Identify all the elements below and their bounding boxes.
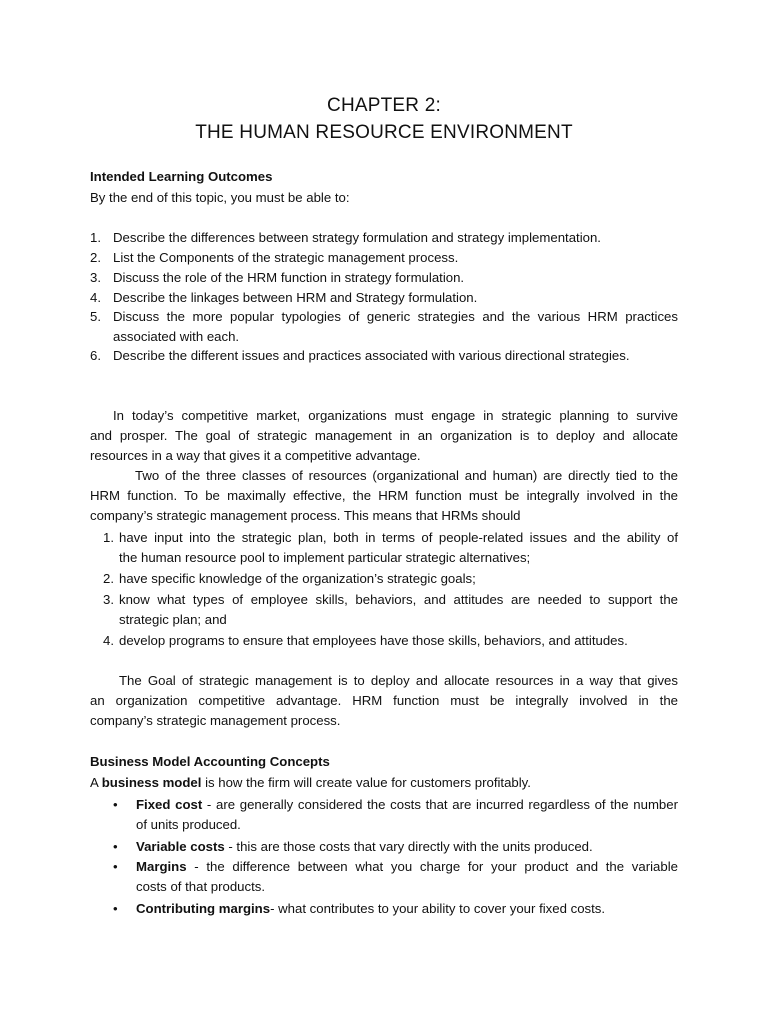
list-item-text: know what types of employee skills, behaviors, and attitudes are needed to support the	[119, 592, 678, 607]
list-item-text: strategic plan; and	[119, 612, 227, 627]
outcome-number: 4.	[90, 290, 101, 305]
intro-article: A	[90, 775, 102, 790]
concept-item	[136, 795, 678, 815]
paragraph-line: resources in a way that gives it a competitive advantage.	[90, 448, 421, 463]
outcome-text: Discuss the more popular typologies of generic strategies and the various HRM practices	[113, 309, 678, 324]
paragraph-line: Two of the three classes of resources (organizational and human) are directly tied to the	[135, 468, 678, 483]
paragraph-line: company’s strategic management process. This means that HRMs should	[90, 508, 521, 523]
list-number: 3.	[103, 592, 114, 607]
outcome-number: 3.	[90, 270, 101, 285]
outcome-number: 5.	[90, 309, 101, 324]
concept-definition: - what contributes to your ability to cover your fixed costs.	[270, 901, 606, 916]
outcomes-heading: Intended Learning Outcomes	[90, 169, 273, 184]
list-number: 2.	[103, 571, 114, 586]
paragraph-line: company’s strategic management process.	[90, 713, 341, 728]
paragraph-line: and prosper. The goal of strategic management in an organization is to deploy and allocate	[90, 428, 678, 443]
concept-definition-continued: of units produced.	[136, 817, 241, 832]
concept-item	[136, 857, 678, 877]
paragraph-line: an organization competitive advantage. HRM function must be integrally involved in the	[90, 693, 678, 708]
concept-item	[136, 837, 593, 857]
concept-item	[136, 899, 605, 919]
concept-term: Margins	[136, 859, 187, 874]
bullet-icon: •	[113, 901, 118, 916]
concept-definition: - this are those costs that vary directly with the units produced.	[224, 839, 593, 854]
paragraph-line: HRM function. To be maximally effective, the HRM function must be integrally involved in the	[90, 488, 678, 503]
list-item-text: develop programs to ensure that employees have those skills, behaviors, and attitudes.	[119, 633, 628, 648]
outcome-text: Discuss the role of the HRM function in strategy formulation.	[113, 270, 465, 285]
outcome-text-continued: associated with each.	[113, 329, 240, 344]
outcome-number: 6.	[90, 348, 101, 363]
concept-definition: - the difference between what you charge for your product and the variable	[186, 859, 678, 874]
concept-definition-continued: costs of that products.	[136, 879, 266, 894]
concept-term: Fixed cost	[136, 797, 203, 812]
paragraph-line: The Goal of strategic management is to deploy and allocate resources in a way that gives	[119, 673, 678, 688]
concept-definition: - are generally considered the costs that are incurred regardless of the number	[202, 797, 678, 812]
outcome-number: 1.	[90, 230, 101, 245]
outcome-text: Describe the differences between strategy formulation and strategy implementation.	[113, 230, 601, 245]
outcome-text: Describe the different issues and practices associated with various directional strategies.	[113, 348, 630, 363]
list-number: 1.	[103, 530, 114, 545]
list-item-text: have specific knowledge of the organization’s strategic goals;	[119, 571, 476, 586]
business-heading: Business Model Accounting Concepts	[90, 754, 330, 769]
chapter-number: CHAPTER 2:	[327, 95, 441, 116]
outcome-text: List the Components of the strategic management process.	[113, 250, 459, 265]
business-model-term: business model	[101, 775, 202, 790]
outcome-text: Describe the linkages between HRM and Strategy formulation.	[113, 290, 478, 305]
intro-text: is how the firm will create value for customers profitably.	[201, 775, 531, 790]
bullet-icon: •	[113, 797, 118, 812]
paragraph-line: In today’s competitive market, organizations must engage in strategic planning to survive	[113, 408, 678, 423]
concept-term: Variable costs	[136, 839, 225, 854]
list-item-text: the human resource pool to implement particular strategic alternatives;	[119, 550, 531, 565]
bullet-icon: •	[113, 859, 118, 874]
concept-term: Contributing margins	[136, 901, 271, 916]
bullet-icon: •	[113, 839, 118, 854]
list-item-text: have input into the strategic plan, both in terms of people-related issues and the ability of	[119, 530, 678, 545]
chapter-title: THE HUMAN RESOURCE ENVIRONMENT	[195, 122, 573, 143]
business-intro	[90, 773, 531, 793]
list-number: 4.	[103, 633, 114, 648]
outcome-number: 2.	[90, 250, 101, 265]
outcomes-intro: By the end of this topic, you must be able to:	[90, 190, 350, 205]
